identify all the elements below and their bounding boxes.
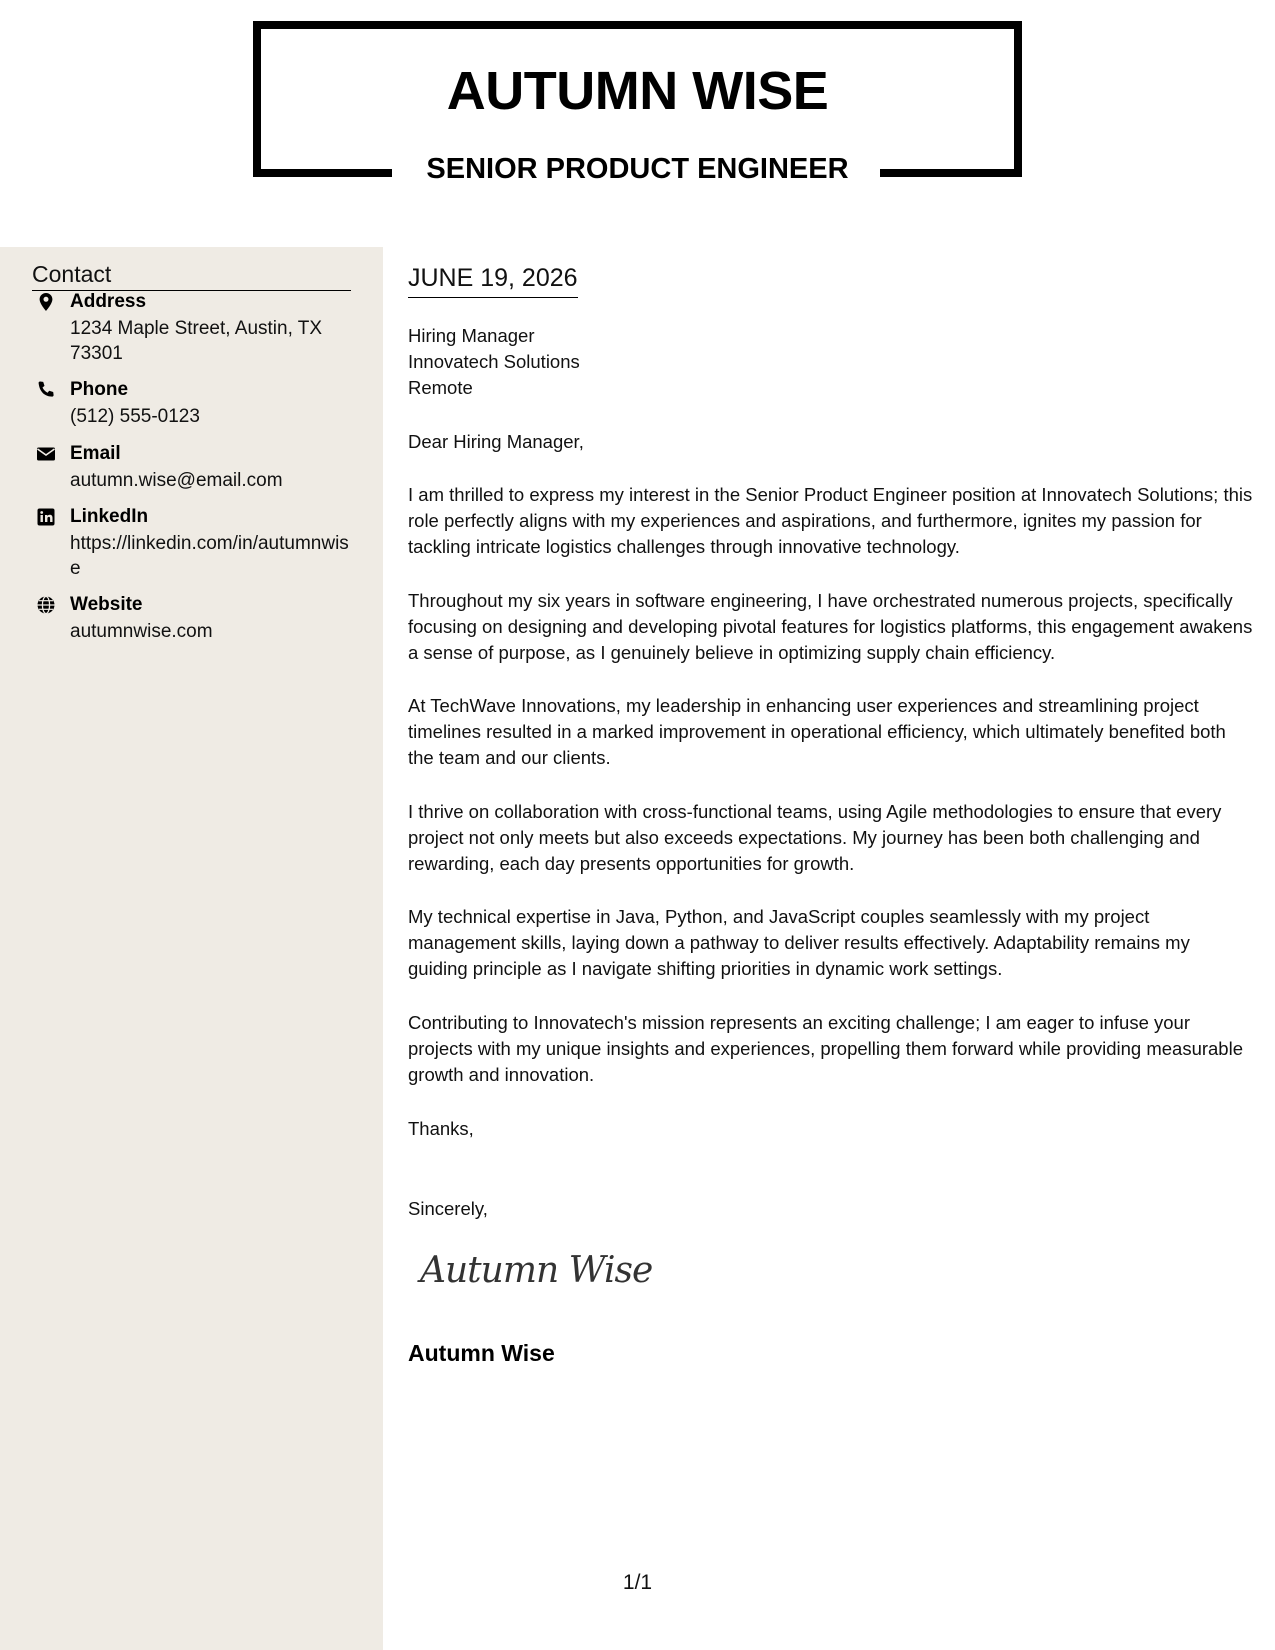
linkedin-value: https://linkedin.com/in/autumnwise xyxy=(70,533,349,579)
globe-icon xyxy=(36,595,56,615)
closing-line: Sincerely, xyxy=(408,1198,488,1219)
phone-value: (512) 555-0123 xyxy=(70,406,200,427)
address-label: Address xyxy=(70,291,147,312)
handwritten-signature: Autumn Wise xyxy=(420,1250,653,1291)
contact-heading: Contact xyxy=(32,261,351,291)
recipient-line: Remote xyxy=(408,377,473,398)
email-value: autumn.wise@email.com xyxy=(70,470,283,491)
body-paragraph: Contributing to Innovatech's mission represents an exciting challenge; I am eager to infuse your projects with my unique insights and experiences, propelling them forward while providing measurable growth and innovation. xyxy=(408,1012,1243,1085)
signer-name: Autumn Wise xyxy=(408,1340,555,1366)
thanks-line: Thanks, xyxy=(408,1118,474,1139)
website-label: Website xyxy=(70,594,143,615)
linkedin-label: LinkedIn xyxy=(70,506,149,527)
phone-icon xyxy=(36,380,56,400)
body-paragraph: Throughout my six years in software engineering, I have orchestrated numerous projects, specifically focusing on designing and developing pivotal features for logistics platforms, this engagement awakens a sense of purpose, as I genuinely believe in optimizing supply chain efficiency. xyxy=(408,590,1253,663)
website-value: autumnwise.com xyxy=(70,621,213,642)
location-pin-icon xyxy=(36,292,56,312)
envelope-icon xyxy=(36,444,56,464)
phone-label: Phone xyxy=(70,379,129,400)
applicant-name: AUTUMN WISE xyxy=(446,61,829,121)
page-number: 1/1 xyxy=(622,1571,653,1594)
letter-date: JUNE 19, 2026 xyxy=(408,264,578,298)
recipient-line: Innovatech Solutions xyxy=(408,351,580,372)
body-paragraph: At TechWave Innovations, my leadership in enhancing user experiences and streamlining project timelines resulted in a marked improvement in operational efficiency, which ultimately benefited both the team and our clients. xyxy=(408,695,1226,768)
recipient-block xyxy=(408,323,580,401)
email-label: Email xyxy=(70,443,121,464)
body-paragraph: I thrive on collaboration with cross-functional teams, using Agile methodologies to ensure that every project not only meets but also exceeds expectations. My journey has been both challenging and rewarding, each day presents opportunities for growth. xyxy=(408,801,1222,874)
body-paragraph: My technical expertise in Java, Python, and JavaScript couples seamlessly with my project management skills, laying down a pathway to deliver results effectively. Adaptability remains my guiding principle as I navigate shifting priorities in dynamic work settings. xyxy=(408,906,1190,979)
body-paragraph: I am thrilled to express my interest in the Senior Product Engineer position at Innovatech Solutions; this role perfectly aligns with my experiences and aspirations, and furthermore, ignites my passion for tackling intricate logistics challenges through innovative technology. xyxy=(408,484,1253,557)
linkedin-icon xyxy=(36,507,56,527)
recipient-line: Hiring Manager xyxy=(408,325,535,346)
address-value: 1234 Maple Street, Austin, TX 73301 xyxy=(70,318,323,364)
contact-sidebar xyxy=(0,247,383,1650)
salutation: Dear Hiring Manager, xyxy=(408,431,584,452)
job-title: SENIOR PRODUCT ENGINEER xyxy=(426,153,849,185)
